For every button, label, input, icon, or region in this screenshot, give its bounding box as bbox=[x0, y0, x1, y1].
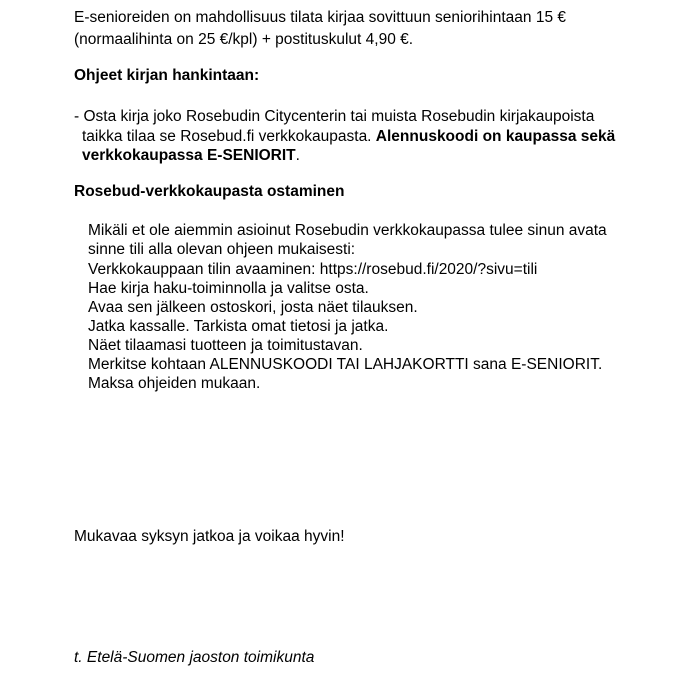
instructions-bullet-line-3-end: . bbox=[295, 147, 300, 164]
online-line: Merkitse kohtaan ALENNUSKOODI TAI LAHJAKORTTI sana E-SENIORIT. bbox=[88, 356, 603, 373]
discount-code-value: verkkokaupassa E-SENIORIT bbox=[82, 147, 296, 164]
instructions-heading: Ohjeet kirjan hankintaan: bbox=[74, 67, 260, 84]
instructions-bullet-line-1: - Osta kirja joko Rosebudin Citycenterin tai muista Rosebudin kirjakaupoista bbox=[74, 108, 595, 125]
closing-greeting: Mukavaa syksyn jatkoa ja voikaa hyvin! bbox=[74, 528, 345, 545]
online-line: Hae kirja haku-toiminnolla ja valitse osta. bbox=[88, 280, 369, 297]
online-line: Jatka kassalle. Tarkista omat tietosi ja jatka. bbox=[88, 318, 389, 335]
online-line: Maksa ohjeiden mukaan. bbox=[88, 375, 261, 392]
online-line: Näet tilaamasi tuotteen ja toimitustavan. bbox=[88, 337, 363, 354]
instructions-bullet-line-2 bbox=[82, 127, 615, 146]
online-line: Avaa sen jälkeen ostoskori, josta näet tilauksen. bbox=[88, 299, 418, 316]
discount-code-note: Alennuskoodi on kaupassa sekä bbox=[375, 128, 616, 145]
online-line: Mikäli et ole aiemmin asioinut Rosebudin verkkokaupassa tulee sinun avata bbox=[88, 222, 607, 239]
intro-line-1: E-senioreiden on mahdollisuus tilata kirjaa sovittuun seniorihintaan 15 € bbox=[74, 9, 566, 26]
online-line-account-link: Verkkokauppaan tilin avaaminen: https://rosebud.fi/2020/?sivu=tili bbox=[88, 261, 538, 278]
signature: t. Etelä-Suomen jaoston toimikunta bbox=[74, 649, 315, 666]
online-heading: Rosebud-verkkokaupasta ostaminen bbox=[74, 183, 345, 200]
instructions-bullet-line-2-text: taikka tilaa se Rosebud.fi verkkokaupasta. bbox=[82, 128, 376, 145]
intro-line-2: (normaalihinta on 25 €/kpl) + postituskulut 4,90 €. bbox=[74, 31, 414, 48]
instructions-bullet-line-3 bbox=[82, 146, 300, 165]
online-line: sinne tili alla olevan ohjeen mukaisesti: bbox=[88, 241, 356, 258]
